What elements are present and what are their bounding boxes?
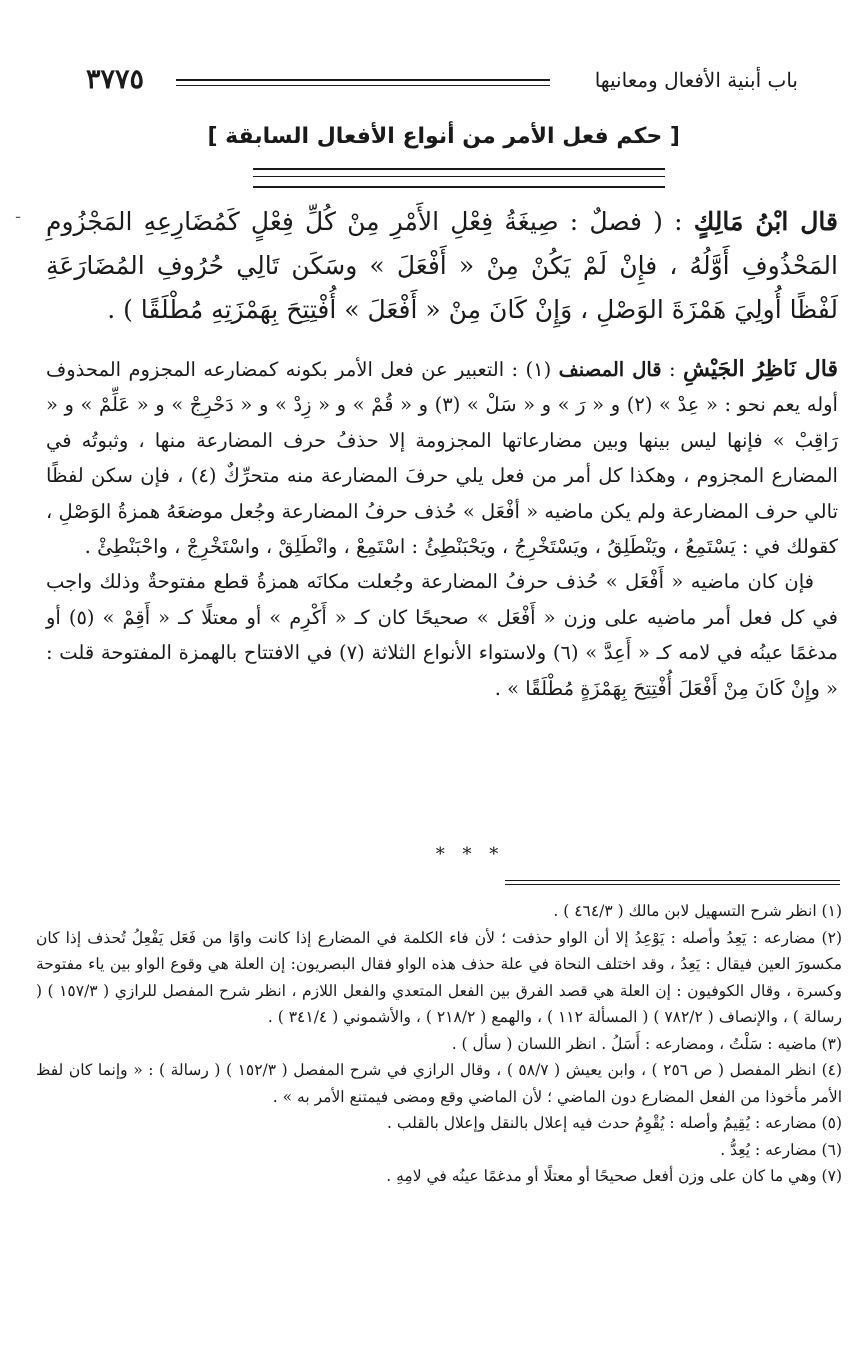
sharh-text-1: : التعبير عن فعل الأمر بكونه كمضارعه المجزوم المحذوف أوله يعم نحو : « عِدْ » (٢) و « رَ » و « سَلْ » (٣) و « قُمْ » و « زِدْ » و « دَحْرِجْ » و « عَلِّمْ » و « رَاقِبْ » فإنها ليس بينها وبين مضارعاتها المجزومة إلا حذفُ حرف المضارعة منها ، وثبوتُه في المضارع المجزوم ، وهكذا كل أمر من فعل يلي حرفَ المضارعة منه متحرِّكٌ (٤) ، فإن سكن لفظًا تالي حرف المضارعة ولم يكن ماضيه « أفْعَل » حُذف حرفُ المضارعة وجُعل موضعَهُ همزةُ الوَصْلِ ، كقولك في : يَسْتَمِعُ ، ويَنْطَلِقُ ، ويَسْتَخْرِجُ ، ويَحْبَنْطِئُ : اسْتَمِعْ ، وانْطَلِقْ ، واسْتَخْرِجْ ، واحْبَنْطِئْ .	[46, 358, 838, 559]
section-separator: * * *	[435, 844, 505, 865]
sharh-author: قال المصنف	[558, 358, 662, 381]
footnote-1: (١) انظر شرح التسهيل لابن مالك ( ٤٦٤/٣ ) .	[553, 902, 842, 920]
matn-paragraph	[46, 200, 838, 332]
sharh-paragraph-1: قال نَاظِرُ الجَيْشِ : قال المصنف (١) : التعبير عن فعل الأمر بكونه كمضارعه المجزوم المحذوف أوله يعم نحو : « عِدْ » (٢) و « رَ » و « سَلْ » (٣) و « قُمْ » و « زِدْ » و « دَحْرِجْ » و « عَلِّمْ » و « رَاقِبْ » فإنها ليس بينها وبين مضارعاتها المجزومة إلا حذفُ حرف المضارعة منها ، وثبوتُه في المضارع المجزوم ، وهكذا كل أمر من فعل يلي حرفَ المضارعة منه متحرِّكٌ (٤) ، فإن سكن لفظًا تالي حرف المضارعة ولم يكن ماضيه « أفْعَل » حُذف حرفُ المضارعة وجُعل موضعَهُ همزةُ الوَصْلِ ، كقولك في : يَسْتَمِعُ ، ويَنْطَلِقُ ، ويَسْتَخْرِجُ ، ويَحْبَنْطِئُ : اسْتَمِعْ ، وانْطَلِقْ ، واسْتَخْرِجْ ، واحْبَنْطِئْ .	[46, 356, 839, 559]
margin-mark: ـ	[16, 206, 21, 222]
sharh-block	[46, 352, 838, 706]
footnote-2: (٢) مضارعه : يَعِدُ وأصله : يَوْعِدُ إلا أن الواو حذفت ؛ لأن فاء الكلمة في المضارع إذا كانت واوًا من فَعَل يَفْعِلُ تُحذف إذا كان مكسورَ العين فيقال : يَعِدُ ، وقد اختلف النحاة في علة حذف هذه الواو فقال البصريون: إن العلة هي وقوع الواو بين ياء مفتوحة وكسرة ، وقال الكوفيون : إن العلة هي قصد الفرق بين الفعل المتعدي والفعل اللازم ، انظر شرح المفصل للرازي ( ١٥٧/٣ ) ( رسالة ) ، والإنصاف ( ٧٨٢/٢ ) ( المسألة ١١٢ ) ، والهمع ( ٢١٨/٢ ) ، والأشموني ( ٣٤١/٤ ) .	[36, 928, 843, 1026]
matn-speaker: قال ابْنُ مَالِكٍ	[693, 207, 838, 236]
matn-text: : ( فصلٌ : صِيغَةُ فِعْلِ الأَمْرِ مِنْ كُلِّ فِعْلٍ كَمُضَارِعِهِ المَجْزُومِ المَحْذُوفِ أَوَّلُهُ ، فإِنْ لَمْ يَكُنْ مِنْ « أَفْعَلَ » وسَكَن تَالِي حُرُوفِ المُضَارَعَةِ لَفْظًا أُولِيَ هَمْزَةَ الوَصْلِ ، وَإِنْ كَانَ مِنْ « أَفْعَلَ » أُفْتِتِحَ بِهَمْزَتِهِ مُطْلَقًا ) .	[46, 207, 838, 324]
footnote-7: (٧) وهي ما كان على وزن أفعل صحيحًا أو معتلًا أو مدغمًا عينُه في لامِهِ .	[386, 1167, 842, 1185]
footnote-3: (٣) ماضيه : سَلْتُ ، ومضارعه : أَسَلُ . انظر اللسان ( سأل ) .	[451, 1034, 842, 1053]
footnote-4: (٤) انظر المفصل ( ص ٢٥٦ ) ، وابن يعيش ( ٥٨/٧ ) ، وقال الرازي في شرح المفصل ( ١٥٢/٣ ) ( رسالة ) : « وإنما كان لفظ الأمر مأخوذا من الفعل المضارع دون الماضي ؛ لأن الماضي وقع ومضى فيمتنع الأمر به » .	[36, 1061, 843, 1106]
title-underline	[253, 168, 665, 188]
chapter-title: باب أبنية الأفعال ومعانيها	[594, 68, 798, 92]
running-header	[86, 64, 798, 98]
footnote-6: (٦) مضارعه : يُعِدُّ .	[720, 1140, 842, 1159]
header-rule	[176, 79, 550, 86]
sharh-speaker: قال نَاظِرُ الجَيْشِ	[682, 356, 839, 382]
section-title: [ حكم فعل الأمر من أنواع الأفعال السابقة ]	[207, 124, 680, 149]
sharh-text-2: فإن كان ماضيه « أَفْعَل » حُذف حرفُ المضارعة وجُعلت مكانَه همزةُ قطع مفتوحةٌ وذلك واجب في كل فعل أمر ماضيه على وزن « أَفْعَل » صحيحًا كان كـ « أَكْرِم » أو معتلًا كـ « أَقِمْ » (٥) أو مدغمًا عينُه في لامه كـ « أَعِدَّ » (٦) ولاستواء الأنواع الثلاثة (٧) في الافتتاح بالهمزة المفتوحة قلت : « وإِنْ كَانَ مِنْ أَفْعَلَ أُفْتِتِحَ بِهَمْزَةٍ مُطْلَقًا » .	[46, 570, 838, 700]
footnote-5: (٥) مضارعه : يُقِيمُ وأصله : يُقْوِمُ حدث فيه إعلال بالنقل وإعلال بالقلب .	[387, 1114, 842, 1132]
footnote-ref: (١)	[525, 358, 552, 381]
footnotes	[36, 898, 842, 1190]
sharh-paragraph-2	[46, 564, 838, 706]
footnote-rule	[505, 880, 840, 885]
page-number: ٣٧٧٥	[86, 64, 145, 95]
